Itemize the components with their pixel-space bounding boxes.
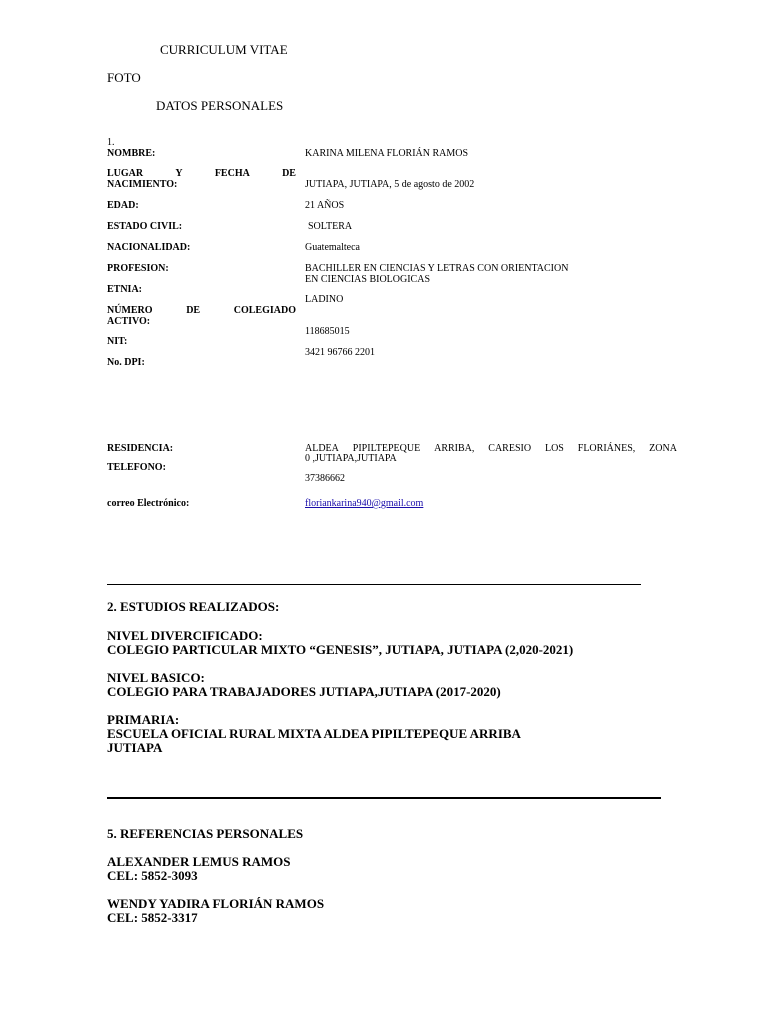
photo-label: FOTO [107,70,141,85]
telefono-value: 37386662 [305,473,345,484]
reference-phone: CEL: 5852-3317 [107,910,198,925]
residencia-word: ZONA [649,443,677,454]
colegiado-label-word: COLEGIADO [233,305,296,316]
residencia-value-line2: 0 ,JUTIAPA,JUTIAPA [305,453,397,464]
profesion-label: PROFESION: [107,263,169,274]
profesion-value-line1: BACHILLER EN CIENCIAS Y LETRAS CON ORIENTACION [305,263,569,274]
section-number: 1. [107,137,115,148]
colegiado-label-word: NÚMERO [107,305,153,316]
edad-label: EDAD: [107,200,139,211]
residencia-word: ARRIBA, [434,443,475,454]
residencia-word: PIPILTEPEQUE [352,443,421,454]
residencia-word: CARESIO [488,443,532,454]
email-link[interactable]: floriankarina940@gmail.com [305,498,424,509]
nacionalidad-label: NACIONALIDAD: [107,242,191,253]
section-title-personal: DATOS PERSONALES [156,98,284,113]
telefono-label: TELEFONO: [107,462,166,473]
residencia-word: LOS [544,443,564,454]
etnia-value: LADINO [305,294,344,305]
nit-value: 118685015 [305,326,350,337]
dpi-label: No. DPI: [107,357,145,368]
lugar-label-word: Y [175,168,183,179]
diversificado-value: COLEGIO PARTICULAR MIXTO “GENESIS”, JUTIAPA, JUTIAPA (2,020-2021) [107,642,574,657]
nacionalidad-value: Guatemalteca [305,242,360,253]
primaria-value-line1: ESCUELA OFICIAL RURAL MIXTA ALDEA PIPILTEPEQUE ARRIBA [107,726,521,741]
lugar-value: JUTIAPA, JUTIAPA, 5 de agosto de 2002 [305,179,475,190]
lugar-label-line1 [107,168,296,179]
primaria-label: PRIMARIA: [107,712,180,727]
reference-phone: CEL: 5852-3093 [107,868,198,883]
colegiado-label-line1 [107,305,296,316]
residencia-word: ALDEA [305,443,339,454]
colegiado-label-word: DE [186,305,201,316]
edad-value: 21 AÑOS [305,200,345,211]
referencias-title: 5. REFERENCIAS PERSONALES [107,826,304,841]
reference-name: ALEXANDER LEMUS RAMOS [107,854,291,869]
lugar-label-word: LUGAR [107,168,144,179]
basico-value: COLEGIO PARA TRABAJADORES JUTIAPA,JUTIAPA (2017-2020) [107,684,501,699]
basico-label: NIVEL BASICO: [107,670,205,685]
estado-civil-value: SOLTERA [308,221,353,232]
profesion-value-line2: EN CIENCIAS BIOLOGICAS [305,274,430,285]
lugar-label-word: DE [282,168,296,179]
nombre-label: NOMBRE: [107,148,156,159]
divider-line [107,797,661,799]
lugar-label-word: FECHA [214,168,250,179]
nombre-value: KARINA MILENA FLORIÁN RAMOS [305,148,469,159]
document-title: CURRICULUM VITAE [160,42,288,57]
correo-label: correo Electrónico: [107,498,190,509]
estudios-title: 2. ESTUDIOS REALIZADOS: [107,599,280,614]
residencia-label: RESIDENCIA: [107,443,174,454]
etnia-label: ETNIA: [107,284,143,295]
nit-label: NIT: [107,336,128,347]
reference-name: WENDY YADIRA FLORIÁN RAMOS [107,896,325,911]
diversificado-label: NIVEL DIVERCIFICADO: [107,628,263,643]
dpi-value: 3421 96766 2201 [305,347,375,358]
residencia-word: FLORIÁNES, [577,443,636,454]
primaria-value-line2: JUTIAPA [107,740,163,755]
estado-civil-label: ESTADO CIVIL: [107,221,183,232]
divider-line [107,584,641,585]
lugar-label-line2: NACIMIENTO: [107,179,178,190]
colegiado-label-line2: ACTIVO: [107,316,151,327]
